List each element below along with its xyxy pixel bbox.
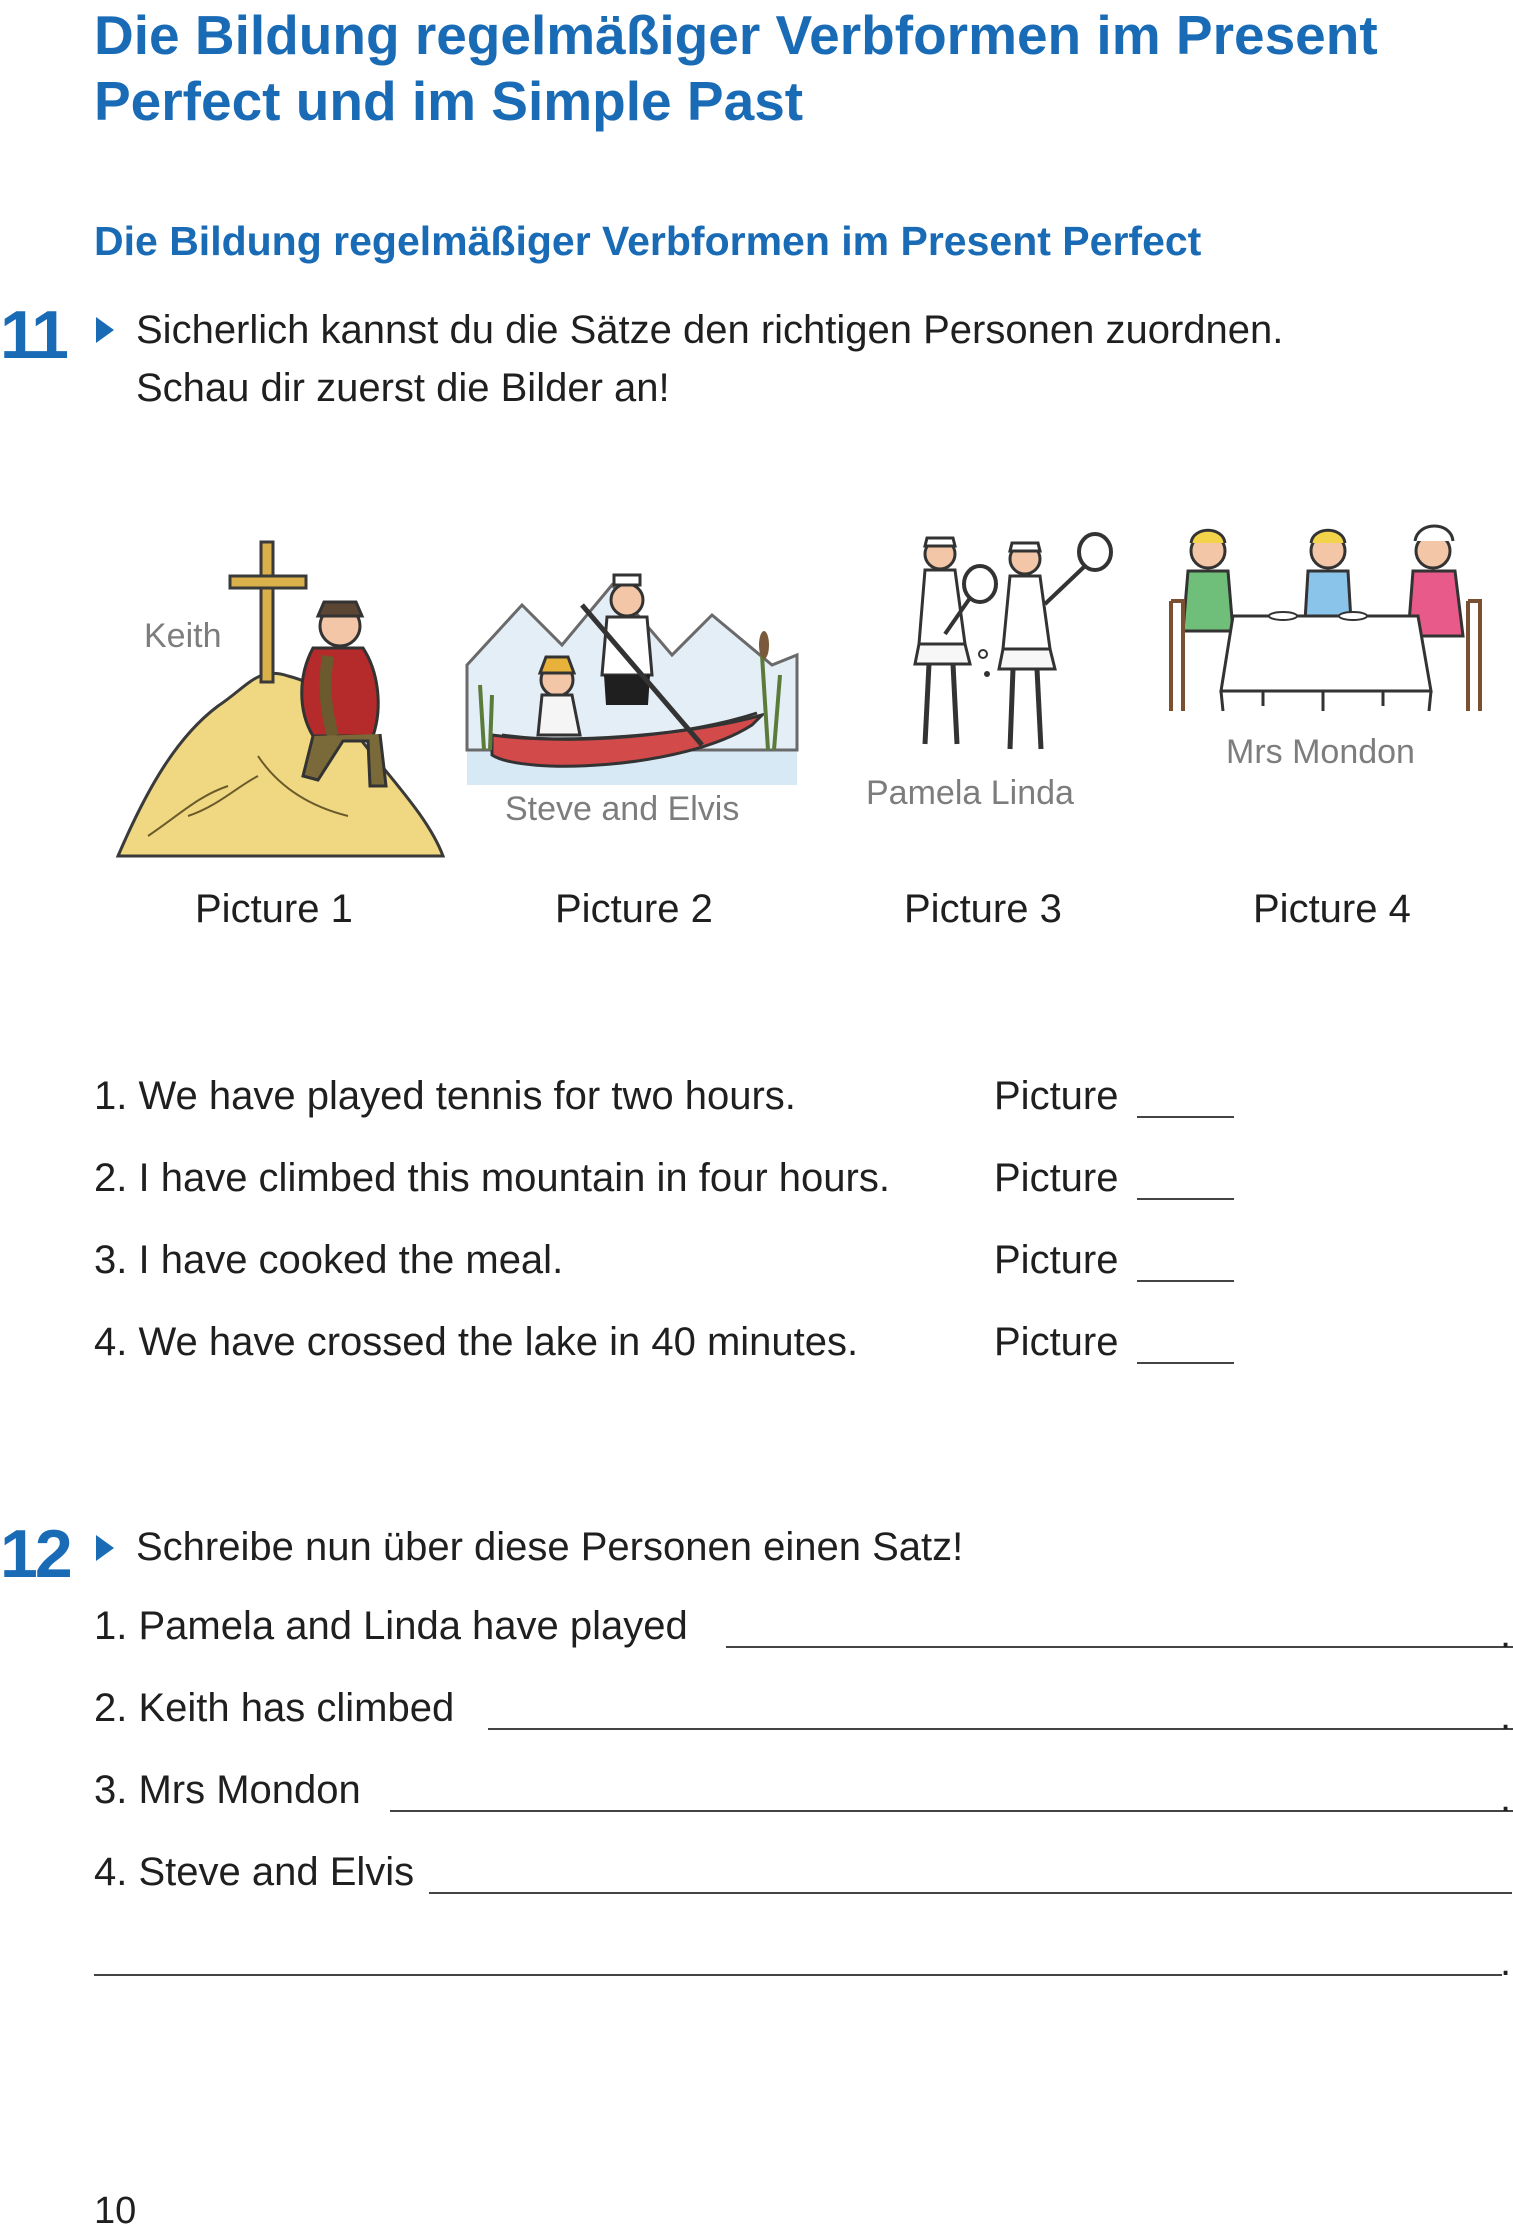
- writing-prompt: 1. Pamela and Linda have played: [94, 1604, 688, 1648]
- period-mark: .: [1500, 1776, 1512, 1820]
- sentence-row: [94, 1320, 1119, 1376]
- answer-label: Picture: [994, 1074, 1119, 1118]
- writing-row: [94, 1768, 1512, 1824]
- page-number: 10: [94, 2190, 137, 2232]
- period-mark: .: [1500, 1612, 1512, 1656]
- sentence-text: 1. We have played tennis for two hours.: [94, 1074, 796, 1118]
- picture-4-caption: Mrs Mondon: [1226, 733, 1415, 771]
- writing-row: [94, 1932, 1512, 1988]
- sentence-text: 2. I have climbed this mountain in four hours.: [94, 1156, 890, 1200]
- writing-line[interactable]: [390, 1810, 1513, 1812]
- instruction-arrow-icon: [96, 317, 114, 343]
- writing-prompt: 2. Keith has climbed: [94, 1686, 455, 1730]
- writing-line[interactable]: [94, 1974, 1502, 1976]
- sentence-text: 3. I have cooked the meal.: [94, 1238, 564, 1282]
- writing-row: [94, 1850, 1512, 1906]
- writing-prompt: 3. Mrs Mondon: [94, 1768, 361, 1812]
- answer-blank[interactable]: [1137, 1280, 1234, 1282]
- picture-2-label: Picture 2: [555, 887, 713, 931]
- instruction-arrow-icon: [96, 1535, 114, 1561]
- answer-blank[interactable]: [1137, 1198, 1234, 1200]
- picture-2-illustration: [462, 545, 802, 790]
- picture-1-illustration: [108, 536, 448, 866]
- page-title: Die Bildung regelmäßiger Verbformen im Present Perfect und im Simple Past: [94, 4, 1378, 132]
- picture-3-caption: Pamela Linda: [866, 774, 1074, 812]
- exercise-11-instruction: [136, 301, 1283, 417]
- writing-line[interactable]: [429, 1892, 1512, 1894]
- answer-blank[interactable]: [1137, 1362, 1234, 1364]
- picture-2-caption: Steve and Elvis: [505, 790, 740, 828]
- answer-label: Picture: [994, 1238, 1119, 1282]
- instruction-line-2: Schau dir zuerst die Bilder an!: [136, 366, 670, 410]
- period-mark: .: [1500, 1940, 1512, 1984]
- answer-blank[interactable]: [1137, 1116, 1234, 1118]
- sentence-text: 4. We have crossed the lake in 40 minutes.: [94, 1320, 859, 1364]
- section-subtitle: Die Bildung regelmäßiger Verbformen im Present Perfect: [94, 218, 1202, 264]
- answer-label: Picture: [994, 1156, 1119, 1200]
- answer-label: Picture: [994, 1320, 1119, 1364]
- exercise-number-12: 12: [0, 1516, 70, 1592]
- sentence-row: [94, 1156, 1119, 1212]
- instruction-line-1: Sicherlich kannst du die Sätze den richtigen Personen zuordnen.: [136, 308, 1284, 352]
- sentence-row: [94, 1074, 1119, 1130]
- picture-3-illustration: [895, 524, 1120, 769]
- picture-4-illustration: [1163, 521, 1488, 721]
- writing-row: [94, 1604, 1512, 1660]
- exercise-12-instruction: Schreibe nun über diese Personen einen Satz!: [136, 1525, 964, 1569]
- writing-row: [94, 1686, 1512, 1742]
- sentence-row: [94, 1238, 1119, 1294]
- period-mark: .: [1500, 1694, 1512, 1738]
- writing-line[interactable]: [726, 1646, 1513, 1648]
- picture-4-label: Picture 4: [1253, 887, 1411, 931]
- writing-prompt: 4. Steve and Elvis: [94, 1850, 415, 1894]
- picture-1-caption: Keith: [144, 617, 222, 655]
- writing-line[interactable]: [488, 1728, 1513, 1730]
- picture-1-label: Picture 1: [195, 887, 353, 931]
- picture-3-label: Picture 3: [904, 887, 1062, 931]
- exercise-number-11: 11: [0, 297, 66, 373]
